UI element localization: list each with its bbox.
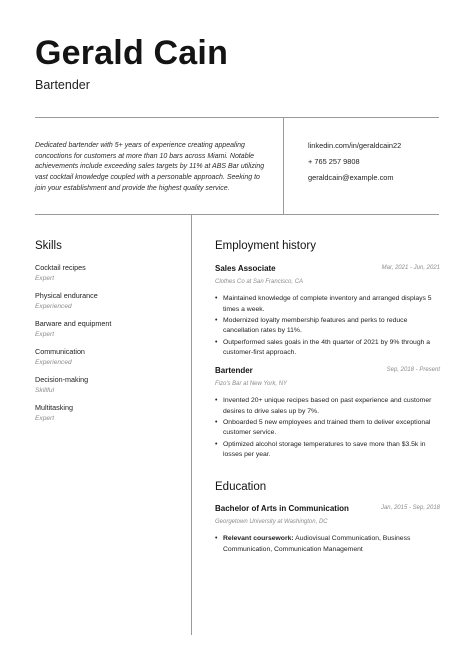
education-degree: Bachelor of Arts in Communication — [215, 504, 349, 513]
bullet-item — [215, 294, 440, 315]
skill-item — [35, 263, 175, 291]
body-column-divider — [191, 214, 192, 635]
skill-item — [35, 291, 175, 319]
bullet-dot-icon: • — [215, 535, 218, 542]
education-heading: Education — [215, 481, 267, 493]
job-entry-dates: Mar, 2021 - Jun, 2021 — [381, 265, 440, 271]
skills-heading: Skills — [35, 240, 62, 252]
job-entry-place: Fizo's Bar at New York, NY — [215, 381, 288, 387]
job-entry-title: Sales Associate — [215, 264, 276, 273]
bullet-text: Outperformed sales goals in the 4th quarter of 2021 by 9% through a customer-first approach. — [223, 338, 431, 357]
job-entry-dates: Sep, 2018 - Present — [386, 367, 440, 373]
education-entry — [215, 504, 440, 556]
header-column-divider — [283, 117, 284, 214]
phone-number: + 765 257 9808 — [308, 157, 360, 166]
linkedin-link[interactable]: linkedin.com/in/geraldcain22 — [308, 141, 402, 150]
employment-heading: Employment history — [215, 240, 316, 252]
bullet-text: Invented 20+ unique recipes based on past experience and customer desires to drive sales up by 7%. — [223, 397, 432, 415]
bullet-dot-icon: • — [215, 316, 218, 324]
bullet-dot-icon: • — [215, 295, 218, 302]
skill-name: Communication — [35, 347, 85, 356]
profile-summary: Dedicated bartender with 5+ years of experience creating appealing concoctions for customers at more than 10 bars across Miami. Notable achievements include exceeding sales targets by 11% at ABS Bar utilizing vast cocktail knowledge coupled with a personable approach. Seeking to join your establishment and provide the highest quality service. — [35, 142, 265, 192]
job-entry-place: Clothes Co at San Francisco, CA — [215, 279, 304, 285]
skill-level: Expert — [35, 275, 55, 282]
skill-item — [35, 403, 175, 431]
bullet-text: Onboarded 5 new employees and trained them to deliver exceptional customer service. — [223, 418, 431, 437]
bullet-item — [215, 440, 440, 461]
top-divider — [35, 117, 439, 118]
email-link[interactable]: geraldcain@example.com — [308, 173, 394, 182]
job-entry-title: Bartender — [215, 366, 253, 375]
bullet-dot-icon: • — [215, 338, 218, 346]
skill-item — [35, 347, 175, 375]
coursework-label: Relevant coursework: — [223, 535, 294, 542]
skill-level: Experienced — [35, 303, 72, 310]
job-entry-bullets — [215, 294, 440, 359]
skill-level: Expert — [35, 415, 55, 422]
bullet-dot-icon: • — [215, 440, 218, 448]
education-bullets — [215, 534, 440, 555]
bullet-item — [215, 396, 440, 417]
skill-level: Experienced — [35, 359, 72, 366]
skills-list — [35, 263, 175, 431]
job-title: Bartender — [35, 78, 90, 92]
job-entry-bartender — [215, 366, 440, 461]
bullet-dot-icon: • — [215, 397, 218, 404]
bullet-dot-icon: • — [215, 418, 218, 426]
skill-item — [35, 319, 175, 347]
skill-level: Skillful — [35, 387, 55, 394]
candidate-name: Gerald Cain — [35, 34, 229, 72]
skill-name: Barware and equipment — [35, 319, 112, 328]
bullet-item — [215, 534, 440, 555]
skill-item — [35, 375, 175, 403]
bullet-text: Maintained knowledge of complete inventory and arranged displays 5 times a week. — [223, 295, 432, 313]
job-entry-sales-associate — [215, 264, 440, 359]
bullet-item — [215, 316, 440, 337]
bullet-text: Modernized loyalty membership features and perks to reduce cancellation rates by 11%. — [223, 316, 408, 335]
skill-level: Expert — [35, 331, 55, 338]
middle-divider — [35, 214, 439, 215]
bullet-item — [215, 338, 440, 359]
skill-name: Cocktail recipes — [35, 263, 86, 272]
coursework-text: Audiovisual Communication, Business Communication, Communication Management — [223, 535, 411, 553]
education-school: Georgetown University at Washington, DC — [215, 519, 328, 525]
skill-name: Decision-making — [35, 375, 89, 384]
education-dates: Jan, 2015 - Sep, 2018 — [380, 505, 440, 511]
bullet-item — [215, 418, 440, 439]
bullet-text: Optimized alcohol storage temperatures to save more than $3.5k in losses per year. — [223, 440, 426, 459]
skill-name: Multitasking — [35, 403, 73, 412]
contact-info — [308, 141, 401, 189]
skill-name: Physical endurance — [35, 291, 98, 300]
job-entry-bullets — [215, 396, 440, 461]
